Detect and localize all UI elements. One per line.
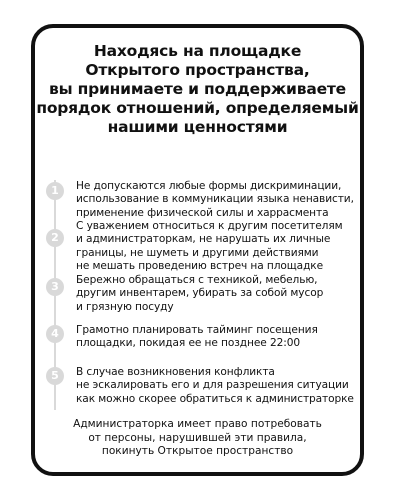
rule-number-badge: 4 xyxy=(46,325,64,343)
rule-line: Бережно обращаться с техникой, мебелью, xyxy=(76,274,318,286)
rule-line: использование в коммуникации языка ненависти, xyxy=(76,193,354,206)
title-line: нашими ценностями xyxy=(107,118,288,136)
title-line: Открытого пространства, xyxy=(85,61,310,79)
rule-text xyxy=(76,180,366,220)
footer-line: Администраторка имеет право потребовать xyxy=(73,418,322,430)
title-line: порядок отношений, определяемый xyxy=(36,99,359,117)
rule-line: другим инвентарем, убирать за собой мусор xyxy=(76,287,324,300)
rule-number-badge: 2 xyxy=(46,229,64,247)
footer-line: покинуть Открытое пространство xyxy=(101,445,294,458)
footer-note xyxy=(35,418,360,459)
rule-line: и администраторкам, не нарушать их личные xyxy=(76,233,331,246)
rule-number-badge: 1 xyxy=(46,182,64,200)
rules-list xyxy=(35,28,360,472)
rule-line: не эскалировать его и для разрешения ситуации xyxy=(76,379,349,392)
rule-line: Не допускаются любые формы дискриминации, xyxy=(76,180,342,192)
title-line: вы принимаете и поддерживаете xyxy=(48,80,346,98)
title-line: Находясь на площадке xyxy=(93,42,302,60)
rule-text xyxy=(76,366,366,406)
rule-number-badge: 5 xyxy=(46,367,64,385)
rule-line: Грамотно планировать тайминг посещения xyxy=(76,324,318,336)
rule-line: площадки, покидая ее не позднее 22:00 xyxy=(76,337,300,350)
rules-card xyxy=(31,24,364,476)
rule-line: и грязную посуду xyxy=(76,300,174,313)
rule-line: В случае возникновения конфликта xyxy=(76,366,275,378)
rule-text xyxy=(76,220,366,274)
rule-number-badge: 3 xyxy=(46,278,64,296)
rule-line: границы, не шуметь и другими действиями xyxy=(76,246,319,259)
footer-line: от персоны, нарушившей эти правила, xyxy=(88,431,307,444)
rule-line: С уважением относиться к другим посетителям xyxy=(76,220,343,232)
rule-line: применение физической силы и харрасмента xyxy=(76,206,329,219)
rule-line: как можно скорее обратиться к администраторке xyxy=(76,392,354,405)
rule-text xyxy=(76,274,366,314)
rule-line: не мешать проведению встреч на площадке xyxy=(76,260,324,273)
rule-text xyxy=(76,324,366,351)
